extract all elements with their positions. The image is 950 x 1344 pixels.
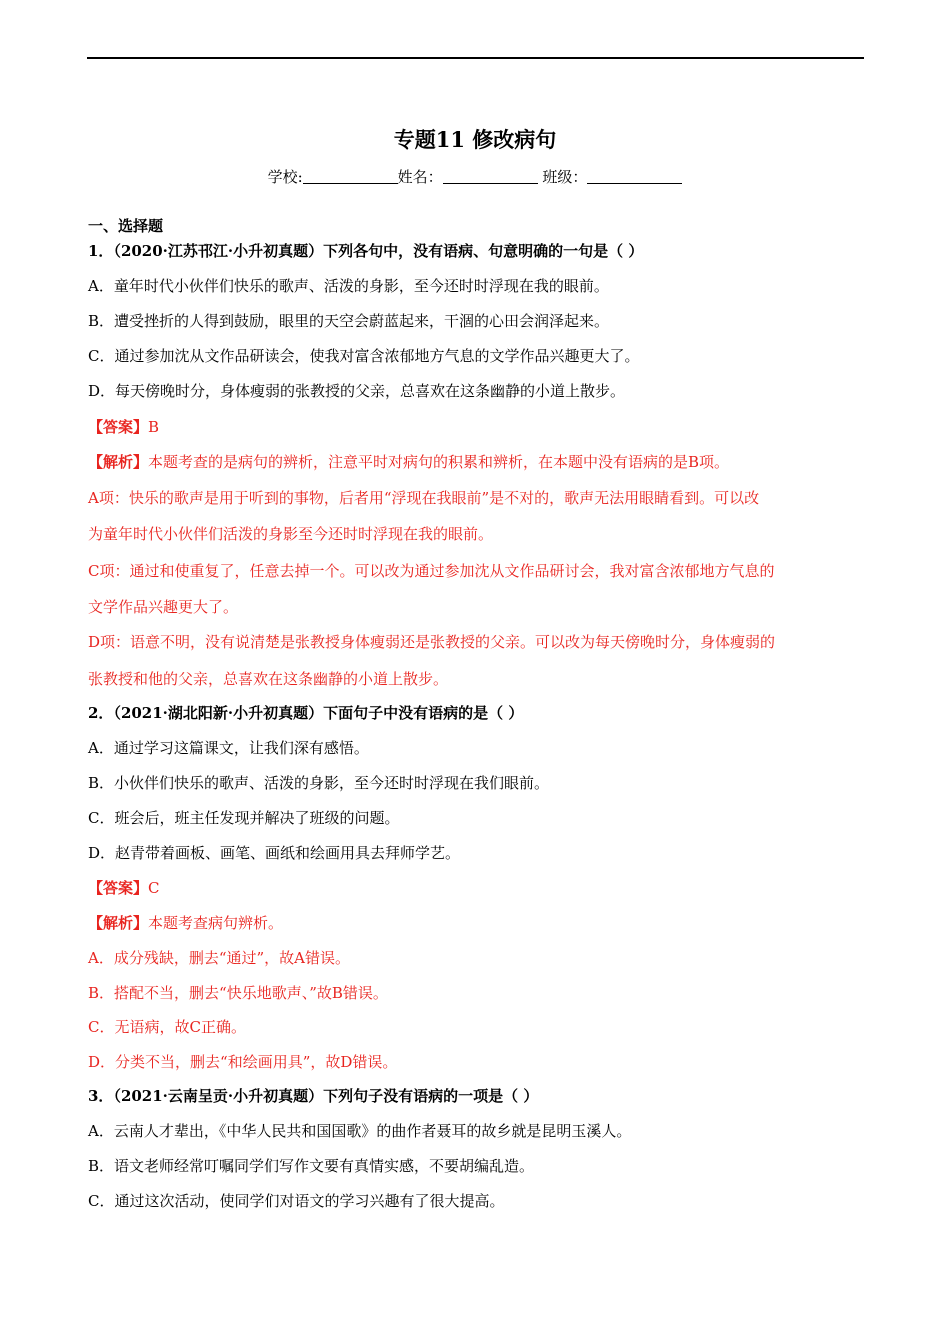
q2-note: A．成分残缺，删去“通过”，故A错误。 [88, 949, 351, 967]
q2-answer [88, 878, 160, 898]
question-2-stem: 2．（2021·湖北阳新·小升初真题）下面句子中没有语病的是（ ） [88, 704, 524, 722]
school-blank [303, 169, 398, 184]
q2-note: D．分类不当，删去“和绘画用具”，故D错误。 [88, 1053, 398, 1071]
question-3-number: 3． [88, 1087, 114, 1105]
analysis-text: 本题考查病句辨析。 [148, 914, 284, 932]
class-label: 班级： [542, 168, 588, 186]
answer-tag: 【答案】 [88, 879, 149, 897]
q1-answer [88, 417, 159, 437]
section-heading: 一、选择题 [88, 217, 164, 235]
name-label: 姓名： [397, 168, 443, 186]
analysis-text: 本题考查的是病句的辨析，注意平时对病句的积累和辨析，在本题中没有语病的是B项。 [148, 453, 730, 471]
q2-option-b: B．小伙伴们快乐的歌声、活泼的身影，至今还时时浮现在我们眼前。 [88, 774, 550, 792]
q1-note: C项：通过和使重复了，任意去掉一个。可以改为通过参加沈从文作品研讨会，我对富含浓郁地方气息的 [88, 562, 775, 580]
question-3-stem: 3．（2021·云南呈贡·小升初真题）下列句子没有语病的一项是（ ） [88, 1087, 539, 1105]
question-1-number: 1． [88, 242, 114, 260]
q2-option-d: D．赵青带着画板、画笔、画纸和绘画用具去拜师学艺。 [88, 844, 461, 862]
q2-analysis [88, 913, 283, 933]
page-title: 专题11 修改病句 [393, 127, 557, 152]
answer-tag: 【答案】 [88, 418, 149, 436]
q1-note: A项：快乐的歌声是用于听到的事物，后者用“浮现在我眼前”是不对的，歌声无法用眼睛看到。可以改 [88, 489, 760, 507]
student-info [0, 166, 950, 187]
q1-option-c: C．通过参加沈从文作品研读会，使我对富含浓郁地方气息的文学作品兴趣更大了。 [88, 347, 640, 365]
q1-note: 张教授和他的父亲，总喜欢在这条幽静的小道上散步。 [88, 670, 449, 688]
answer-value: C [148, 879, 160, 897]
answer-value: B [148, 418, 160, 436]
school-label: 学校: [267, 168, 303, 186]
q3-option-c: C．通过这次活动，使同学们对语文的学习兴趣有了很大提高。 [88, 1192, 505, 1210]
analysis-tag: 【解析】 [88, 453, 149, 471]
q2-note: B．搭配不当，删去“快乐地歌声、”故B错误。 [88, 984, 388, 1002]
q1-option-b: B．遭受挫折的人得到鼓励，眼里的天空会蔚蓝起来，干涸的心田会润泽起来。 [88, 312, 610, 330]
question-2-number: 2． [88, 704, 114, 722]
header-rule [87, 57, 864, 59]
q1-note: D项：语意不明，没有说清楚是张教授身体瘦弱还是张教授的父亲。可以改为每天傍晚时分，身体瘦弱的 [88, 633, 776, 651]
q3-option-b: B．语文老师经常叮嘱同学们写作文要有真情实感，不要胡编乱造。 [88, 1157, 535, 1175]
q1-note: 为童年时代小伙伴们活泼的身影至今还时时浮现在我的眼前。 [88, 525, 494, 543]
class-blank [587, 169, 682, 184]
q2-option-a: A．通过学习这篇课文，让我们深有感悟。 [88, 739, 369, 757]
q1-analysis [88, 452, 729, 472]
q1-option-d: D．每天傍晚时分，身体瘦弱的张教授的父亲，总喜欢在这条幽静的小道上散步。 [88, 382, 626, 400]
q1-option-a: A．童年时代小伙伴们快乐的歌声、活泼的身影，至今还时时浮现在我的眼前。 [88, 277, 609, 295]
analysis-tag: 【解析】 [88, 914, 149, 932]
q3-option-a: A．云南人才辈出，《中华人民共和国国歌》的曲作者聂耳的故乡就是昆明玉溪人。 [88, 1122, 632, 1140]
question-1-stem: 1．（2020·江苏邗江·小升初真题）下列各句中，没有语病、句意明确的一句是（ ） [88, 242, 644, 260]
q1-note: 文学作品兴趣更大了。 [88, 598, 239, 616]
name-blank [443, 169, 538, 184]
q2-option-c: C．班会后，班主任发现并解决了班级的问题。 [88, 809, 400, 827]
q2-note: C．无语病，故C正确。 [88, 1018, 246, 1036]
